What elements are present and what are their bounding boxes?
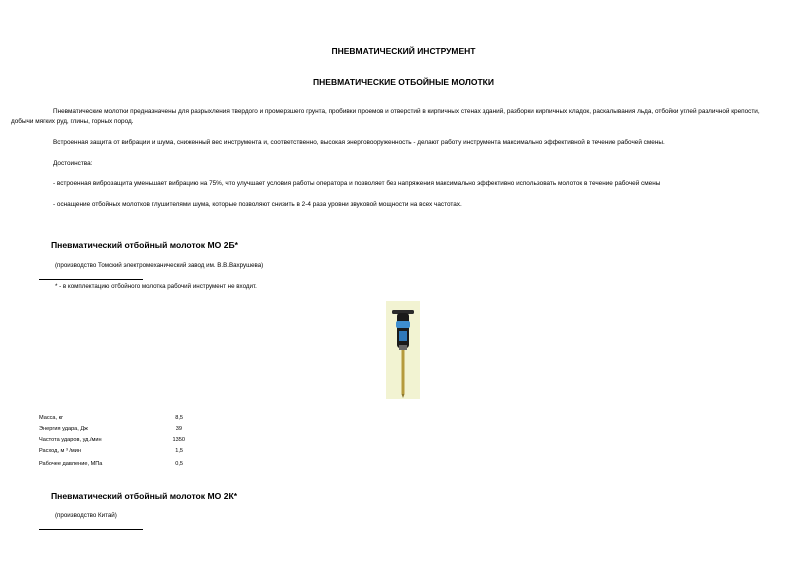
intro-paragraph-1: Пневматические молотки предназначены для разрыхления твердого и промерзшего грунта, пробивки проемов и отверстий в кирпичных стенах зданий, разборки кирпичных кладок, раскалывания льда, отбойки углей различной крепости, добычи мягких руд, глины, горных пород. (11, 108, 760, 125)
product-1-title: Пневматический отбойный молоток МО 2Б* (51, 240, 239, 250)
spec-label: Рабочее давление, МПа (39, 461, 103, 467)
intro-paragraph-2: Встроенная защита от вибрации и шума, сниженный вес инструмента и, соответственно, высокая энерговооруженность - делают работу инструмента максимально эффективной в течение рабочей смены. (53, 139, 665, 146)
spec-value: 39 (175, 426, 182, 432)
product-1-maker: (производство Томский электромеханический завод им. В.В.Вахрушева) (55, 262, 264, 269)
advantage-item-1: - встроенная виброзащита уменьшает вибрацию на 75%, что улучшает условия работы оператора и позволяет без напряжения максимально эффективно использовать молоток в течение рабочей смены (53, 180, 661, 187)
jackhammer-icon (386, 301, 420, 399)
page-subtitle: ПНЕВМАТИЧЕСКИЕ ОТБОЙНЫЕ МОЛОТКИ (313, 77, 494, 87)
product-1-footnote: * - в комплектацию отбойного молотка рабочий инструмент не входит. (55, 283, 257, 290)
spec-label: Расход, м ³ /мин (39, 448, 81, 454)
spec-row (39, 461, 199, 470)
spec-label: Масса, кг (39, 415, 64, 421)
spec-label: Частота ударов, уд./мин (39, 437, 102, 443)
footnote-rule (39, 529, 143, 530)
spec-row (39, 437, 199, 446)
jackhammer-photo (386, 301, 420, 399)
advantage-item-2: - оснащение отбойных молотков глушителями шума, которые позволяют снизить в 2-4 раза уровни звуковой мощности на всех частотах. (53, 201, 462, 208)
spec-value: 8,5 (175, 415, 183, 421)
footnote-rule (39, 279, 143, 280)
spec-row (39, 448, 199, 457)
spec-row (39, 415, 199, 424)
spec-value: 0,5 (175, 461, 183, 467)
advantages-label: Достоинства: (53, 160, 93, 167)
spec-value: 1,5 (175, 448, 183, 454)
product-2-title: Пневматический отбойный молоток МО 2К* (51, 491, 238, 501)
spec-row (39, 426, 199, 435)
spec-value: 1350 (172, 437, 185, 443)
product-2-maker: (производство Китай) (55, 512, 117, 519)
spec-label: Энергия удара, Дж (39, 426, 88, 432)
page-title: ПНЕВМАТИЧЕСКИЙ ИНСТРУМЕНТ (331, 46, 476, 56)
